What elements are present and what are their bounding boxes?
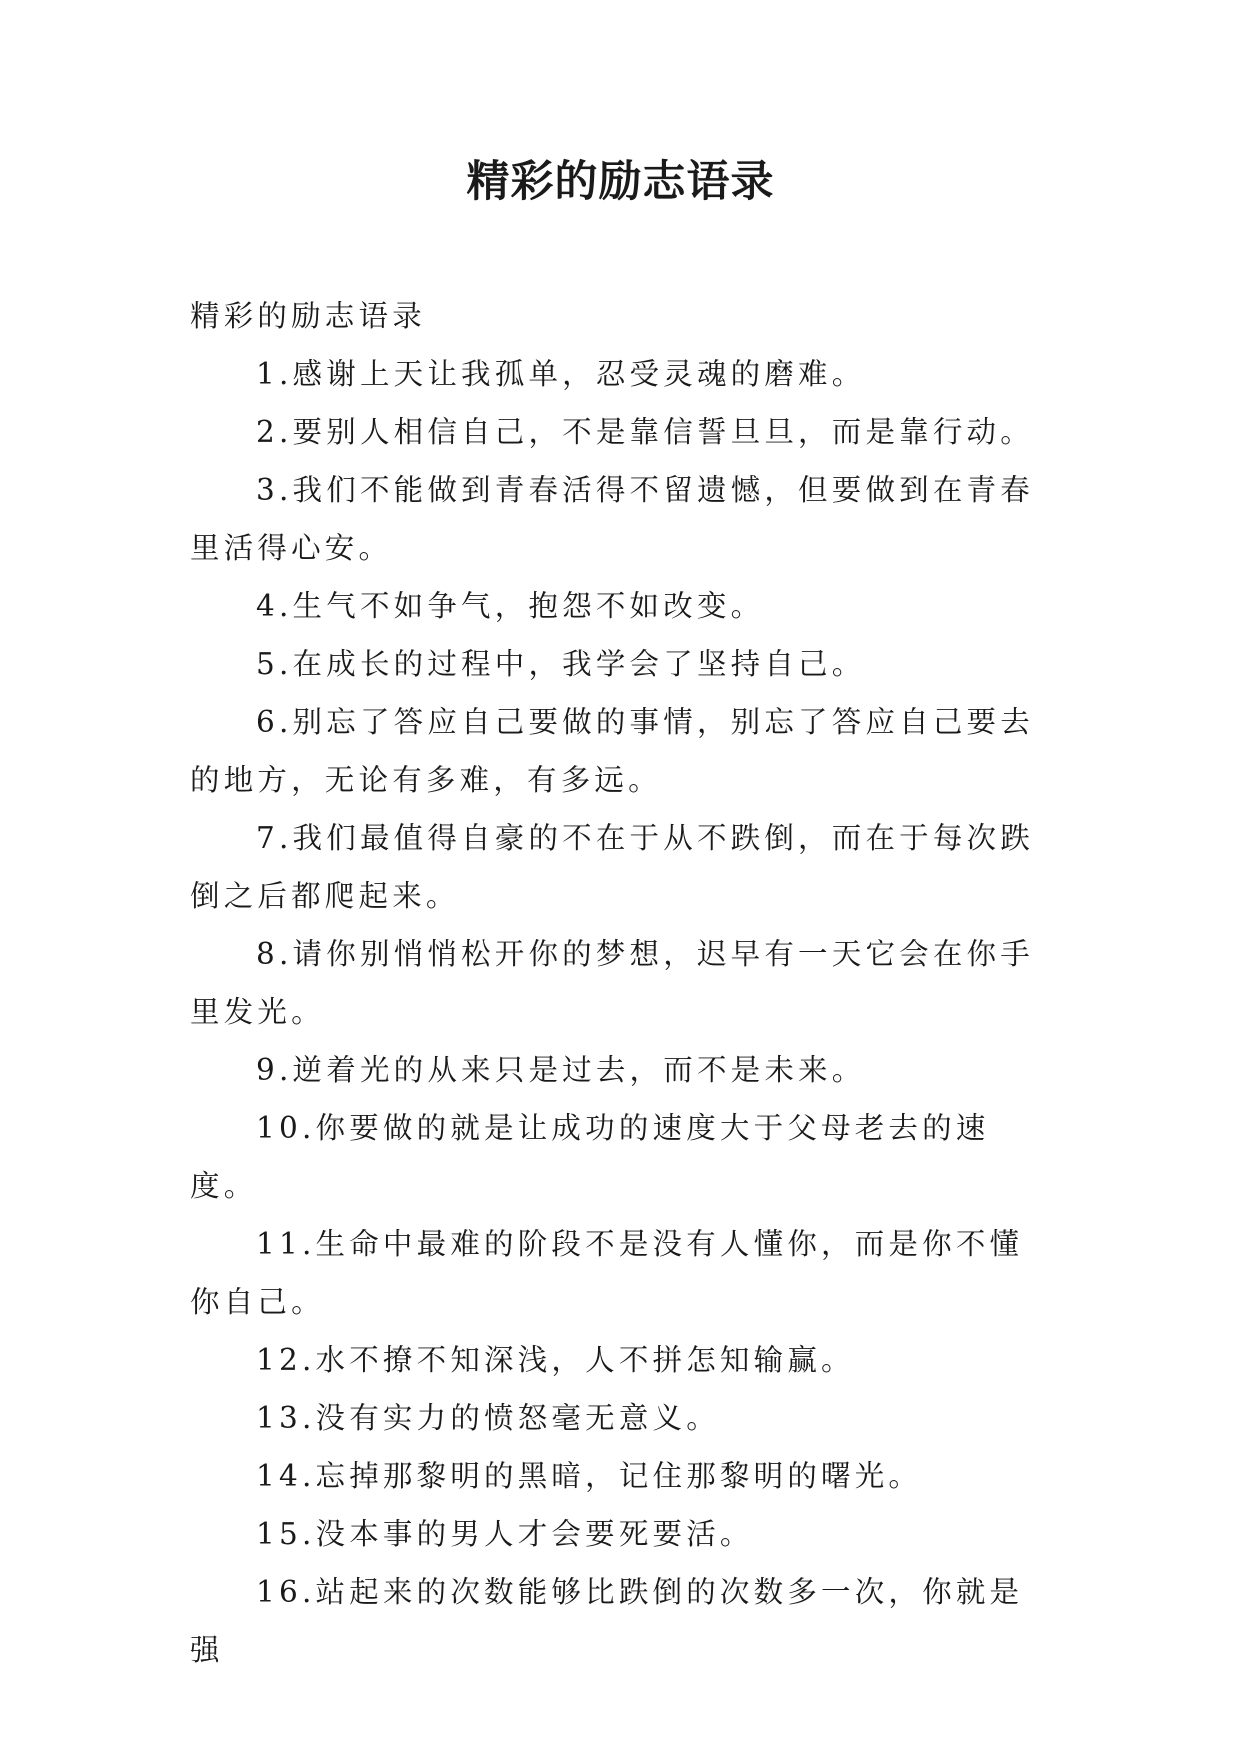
quote-item: 13.没有实力的愤怒毫无意义。 <box>256 1401 720 1435</box>
quote-item: 10.你要做的就是让成功的速度大于父母老去的速度。 <box>190 1111 990 1203</box>
quote-item: 1.感谢上天让我孤单，忍受灵魂的磨难。 <box>256 357 866 391</box>
quote-item: 5.在成长的过程中，我学会了坚持自己。 <box>256 647 866 681</box>
quote-item: 12.水不撩不知深浅，人不拼怎知输赢。 <box>256 1343 855 1377</box>
quote-item: 11.生命中最难的阶段不是没有人懂你，而是你不懂你自己。 <box>190 1227 1024 1319</box>
quote-item: 2.要别人相信自己，不是靠信誓旦旦，而是靠行动。 <box>256 415 1034 449</box>
document-body <box>190 287 1056 1679</box>
quote-item: 4.生气不如争气，抱怨不如改变。 <box>256 589 765 623</box>
quote-item: 15.没本事的男人才会要死要活。 <box>256 1517 754 1551</box>
quote-item: 7.我们最值得自豪的不在于从不跌倒，而在于每次跌倒之后都爬起来。 <box>190 821 1034 913</box>
quote-item: 16.站起来的次数能够比跌倒的次数多一次，你就是强 <box>190 1575 1024 1667</box>
document-title: 精彩的励志语录 <box>466 157 775 207</box>
quote-item: 6.别忘了答应自己要做的事情，别忘了答应自己要去的地方，无论有多难，有多远。 <box>190 705 1034 797</box>
intro-line: 精彩的励志语录 <box>190 299 426 333</box>
quote-item: 14.忘掉那黎明的黑暗，记住那黎明的曙光。 <box>256 1459 923 1493</box>
quote-item: 8.请你别悄悄松开你的梦想，迟早有一天它会在你手里发光。 <box>190 937 1034 1029</box>
quote-item: 3.我们不能做到青春活得不留遗憾，但要做到在青春里活得心安。 <box>190 473 1034 565</box>
quote-item: 9.逆着光的从来只是过去，而不是未来。 <box>256 1053 866 1087</box>
